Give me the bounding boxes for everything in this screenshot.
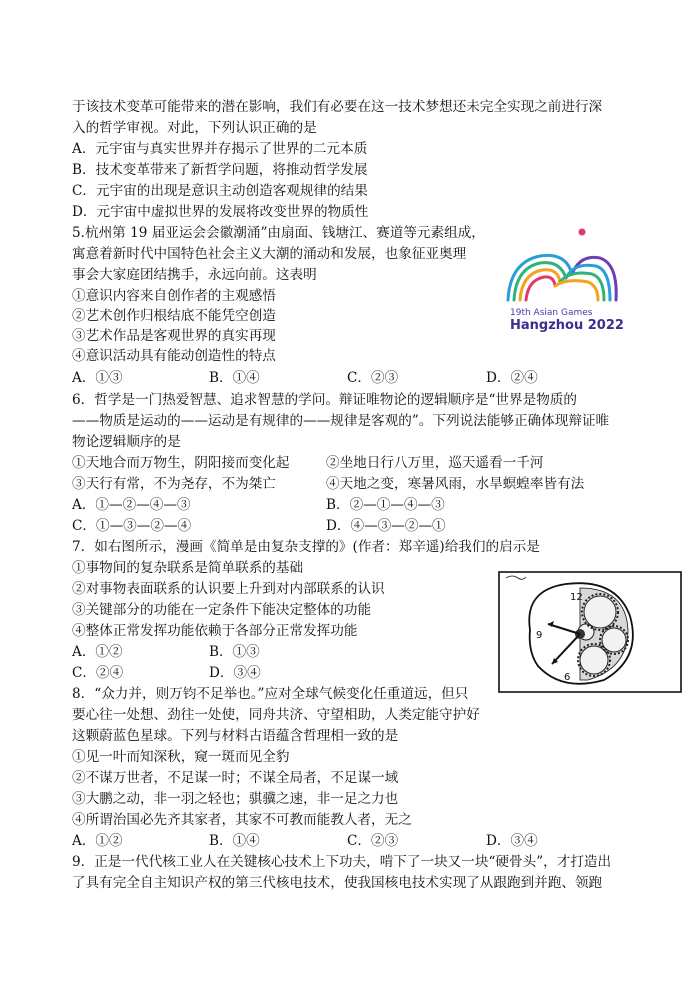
question-5-stem: 寓意着新时代中国特色社会主义大潮的涌动和发展，也象征亚奥理 xyxy=(72,246,467,262)
question-6-item: ①天地合而万物生，阴阳接而变化起 xyxy=(72,455,290,471)
text-line: 入的哲学审视。对此，下列认识正确的是 xyxy=(72,120,317,136)
question-5-item: ④意识活动具有能动创造性的特点 xyxy=(72,348,276,364)
clock-number-9: 9 xyxy=(536,630,543,641)
question-8-stem: 这颗蔚蓝色星球。下列与材料古语蕴含哲理相一致的是 xyxy=(72,728,399,744)
question-7-option-b: B．①③ xyxy=(209,644,260,660)
clock-number-12: 12 xyxy=(570,592,583,603)
question-8-option-a: A．①② xyxy=(72,833,123,849)
option-line: D．元宇宙中虚拟世界的发展将改变世界的物质性 xyxy=(72,204,369,220)
question-5-option-c: C．②③ xyxy=(347,370,399,386)
question-5-stem: 事会大家庭团结携手，永远向前。这表明 xyxy=(72,267,317,283)
question-8-stem: 8．“众力并，则万钧不足举也。”应对全球气候变化任重道远，但只 xyxy=(72,686,469,702)
question-8-option-d: D．③④ xyxy=(486,833,538,849)
hangzhou-asian-games-logo-icon xyxy=(500,222,626,312)
question-6-item: ②坐地日行八万里，巡天遥看一千河 xyxy=(326,455,544,471)
question-7-option-c: C．②④ xyxy=(72,665,124,681)
question-6-item: ④天地之变，寒暑风雨，水旱螟蝗率皆有法 xyxy=(326,476,585,492)
question-6-stem: 物论逻辑顺序的是 xyxy=(72,434,181,450)
question-5-option-b: B．①④ xyxy=(209,370,260,386)
clock-cartoon xyxy=(496,568,684,696)
question-6-stem: 6．哲学是一门热爱智慧、追求智慧的学问。辩证唯物论的逻辑顺序是“世界是物质的 xyxy=(72,392,577,408)
clock-gears-cartoon-icon xyxy=(496,568,684,696)
question-8-item: ②不谋万世者，不足谋一时；不谋全局者，不足谋一域 xyxy=(72,770,399,786)
option-line: A．元宇宙与真实世界并存揭示了世界的二元本质 xyxy=(72,141,368,157)
question-8-item: ④所谓治国必先齐其家者，其家不可教而能教人者，无之 xyxy=(72,812,412,828)
question-8-item: ①见一叶而知深秋，窥一斑而见全豹 xyxy=(72,749,290,765)
question-6-option-d: D．④—③—②—① xyxy=(326,518,446,534)
question-7-item: ②对事物表面联系的认识要上升到对内部联系的认识 xyxy=(72,581,385,597)
question-6-stem: ——物质是运动的——运动是有规律的——规律是客观的”。下列说法能够正确体现辩证唯 xyxy=(72,413,610,429)
option-line: C．元宇宙的出现是意识主动创造客观规律的结果 xyxy=(72,183,368,199)
question-7-item: ①事物间的复杂联系是简单联系的基础 xyxy=(72,560,304,576)
question-7-stem: 7．如右图所示，漫画《简单是由复杂支撑的》(作者：郑辛遥)给我们的启示是 xyxy=(72,539,540,555)
logo-caption-line2: Hangzhou 2022 xyxy=(510,318,624,333)
question-7-option-d: D．③④ xyxy=(209,665,261,681)
question-8-stem: 要心往一处想、劲往一处使，同舟共济、守望相助，人类定能守护好 xyxy=(72,707,480,723)
question-5-option-d: D．②④ xyxy=(486,370,538,386)
question-9-stem: 9．正是一代代核工业人在关键核心技术上下功夫，啃下了一块又一块“硬骨头”，才打造出 xyxy=(72,854,612,870)
option-line: B．技术变革带来了新哲学问题，将推动哲学发展 xyxy=(72,162,368,178)
asian-games-logo xyxy=(500,222,626,342)
logo-caption-line1: 19th Asian Games xyxy=(510,308,593,318)
question-5-stem: 5.杭州第 19 届亚运会会徽潮涌”由扇面、钱塘江、赛道等元素组成， xyxy=(72,225,485,241)
question-6-item: ③天行有常，不为尧存，不为桀亡 xyxy=(72,476,276,492)
text-line: 于该技术变革可能带来的潜在影响，我们有必要在这一技术梦想还未完全实现之前进行深 xyxy=(72,99,603,115)
question-9-stem: 了具有完全自主知识产权的第三代核电技术，使我国核电技术实现了从跟跑到并跑、领跑 xyxy=(72,875,603,891)
question-7-item: ③关键部分的功能在一定条件下能决定整体的功能 xyxy=(72,602,372,618)
question-7-item: ④整体正常发挥功能依赖于各部分正常发挥功能 xyxy=(72,623,358,639)
question-8-option-b: B．①④ xyxy=(209,833,260,849)
question-8-option-c: C．②③ xyxy=(347,833,399,849)
question-5-item: ①意识内容来自创作者的主观感悟 xyxy=(72,288,276,304)
clock-number-6: 6 xyxy=(564,672,571,683)
question-6-option-a: A．①—②—④—③ xyxy=(72,497,191,513)
question-7-option-a: A．①② xyxy=(72,644,123,660)
question-5-item: ③艺术作品是客观世界的真实再现 xyxy=(72,328,276,344)
question-6-option-b: B．②—①—④—③ xyxy=(326,497,445,513)
question-6-option-c: C．①—③—②—④ xyxy=(72,518,192,534)
question-8-item: ③大鹏之动，非一羽之轻也；骐骥之速，非一足之力也 xyxy=(72,791,399,807)
question-5-option-a: A．①③ xyxy=(72,370,123,386)
question-5-item: ②艺术创作归根结底不能凭空创造 xyxy=(72,308,276,324)
